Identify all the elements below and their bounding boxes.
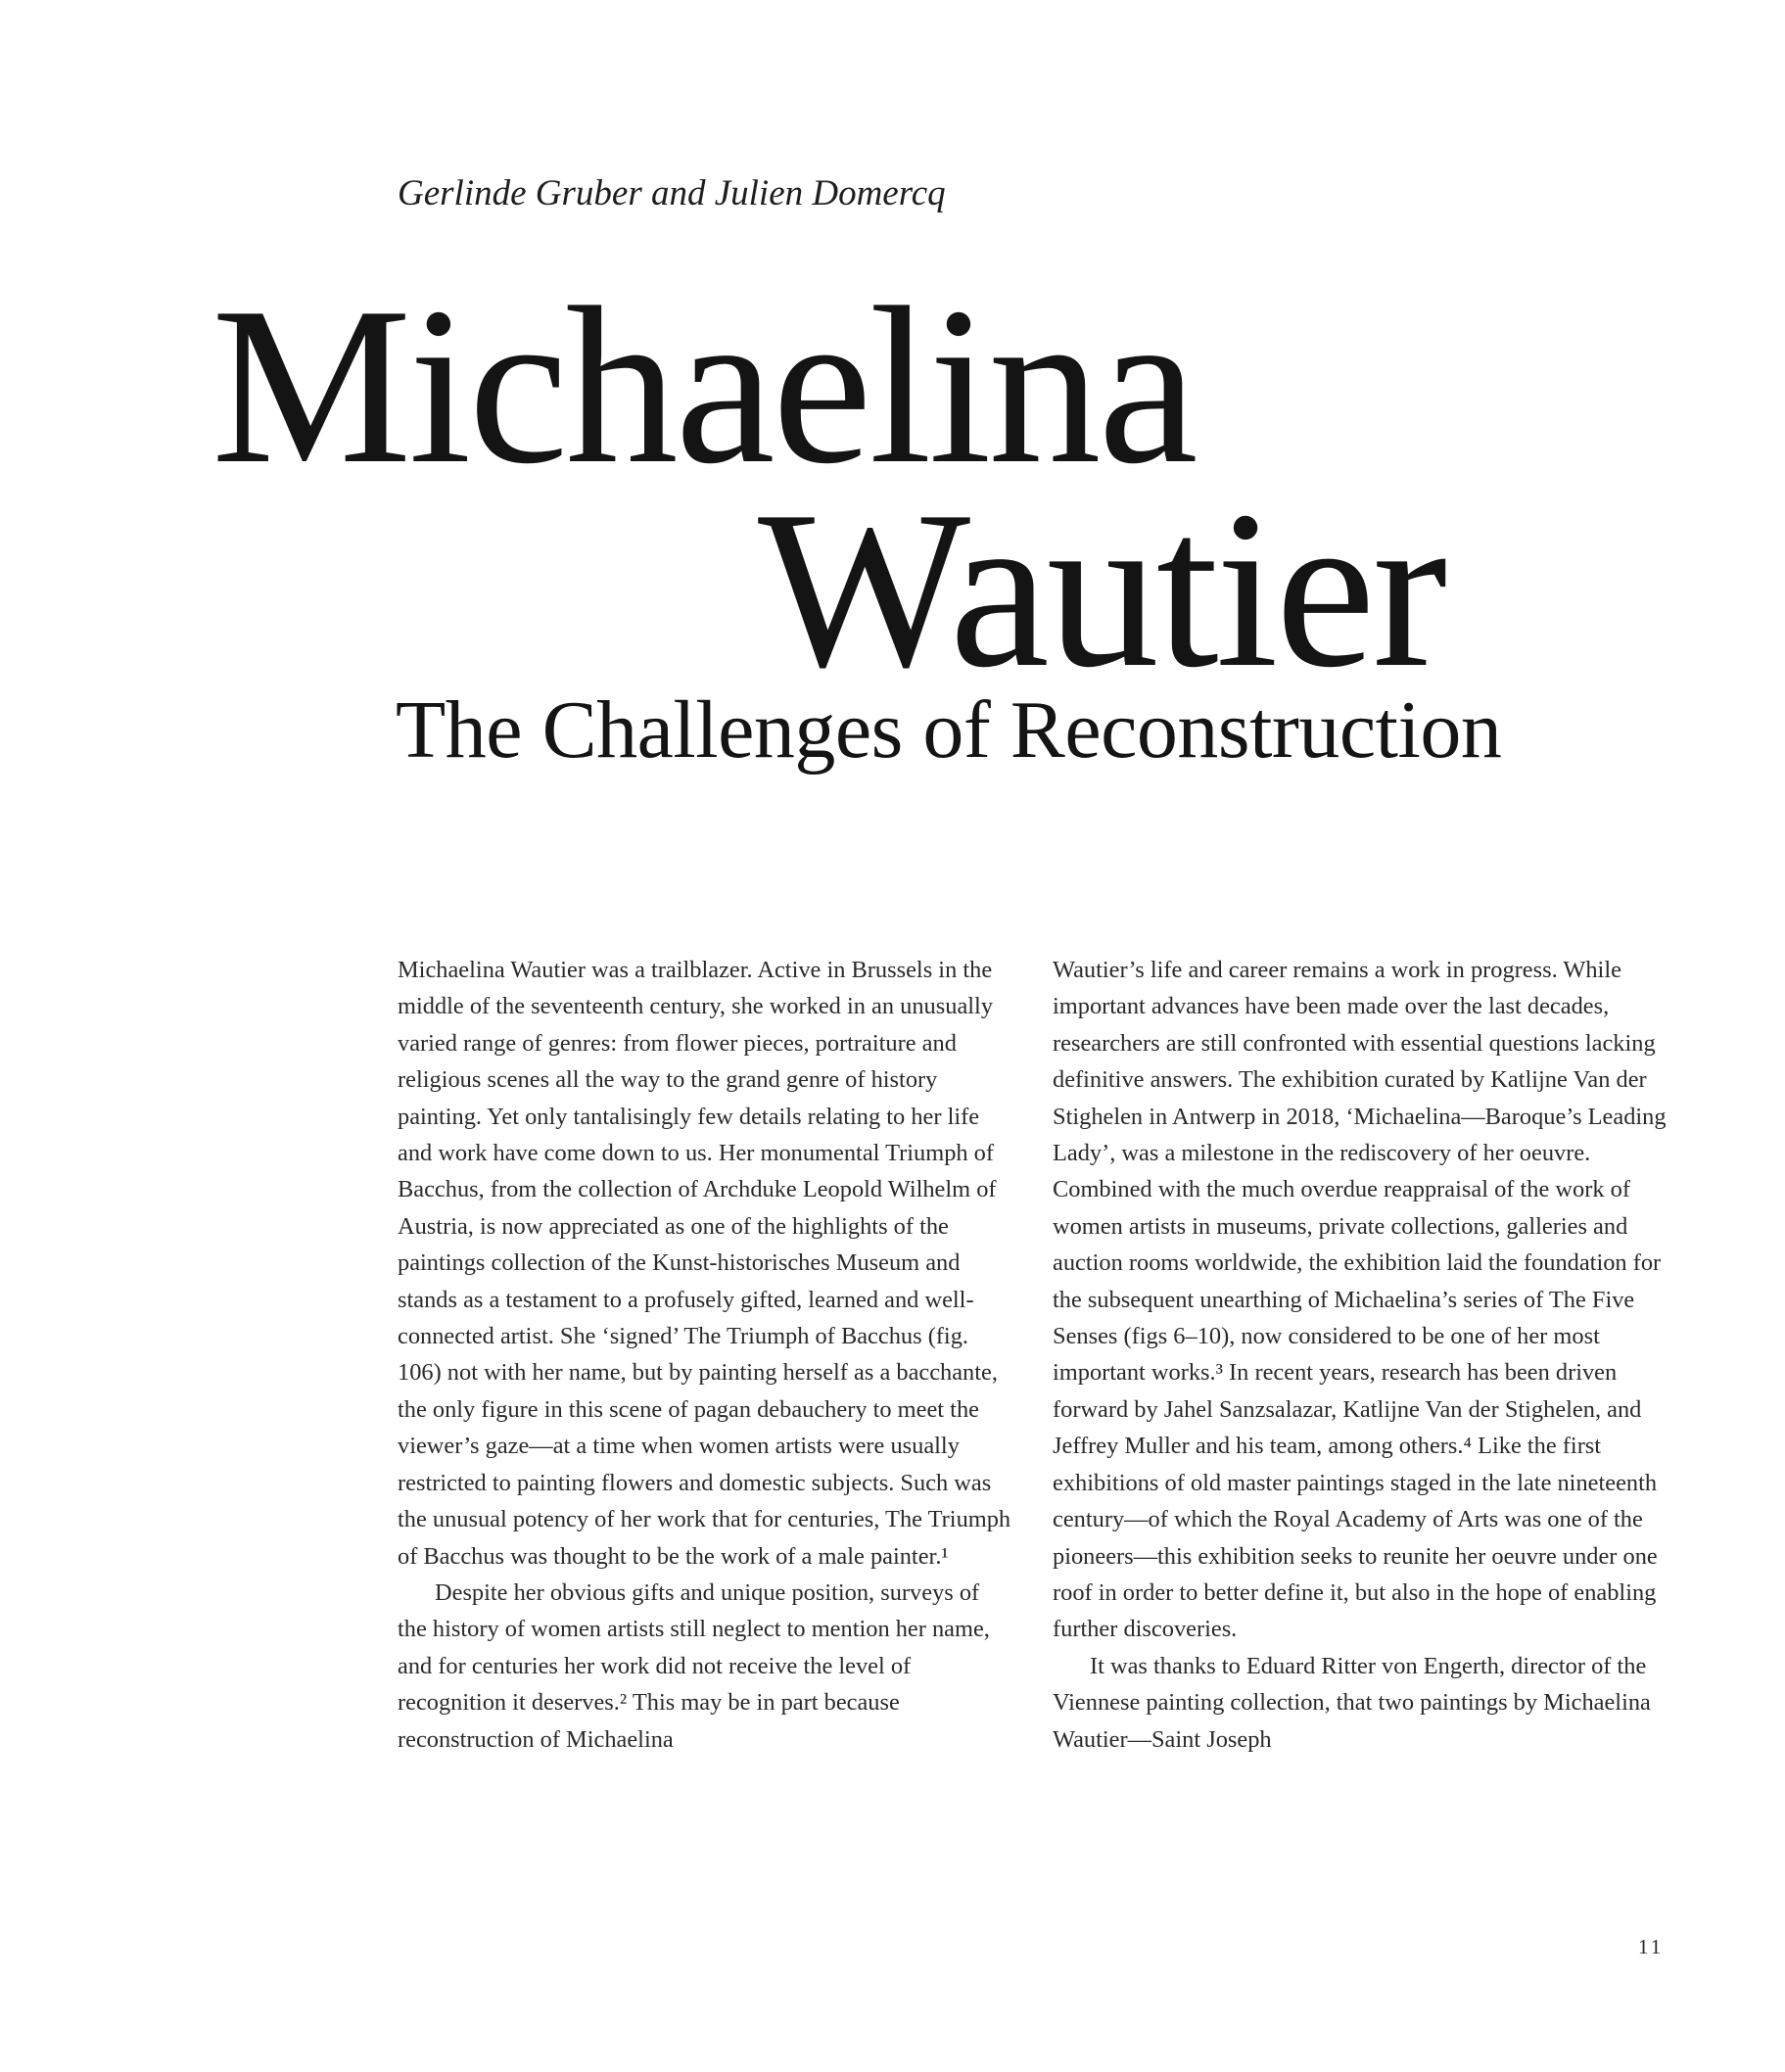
article-title xyxy=(211,260,1445,714)
body-column-right xyxy=(1053,952,1668,1758)
paragraph: Wautier’s life and career remains a work in progress. While important advances have been made over the last decades, researchers are still confronted with essential questions lacking definitive answers. The exhibition curated by Katlijne Van der Stighelen in Antwerp in 2018, ‘Michaelina—Baroque’s Leading Lady’, was a milestone in the rediscovery of her oeuvre. Combined with the much overdue reappraisal of the work of women artists in museums, private collections, galleries and auction rooms worldwide, the exhibition laid the foundation for the subsequent unearthing of Michaelina’s series of The Five Senses (figs 6–10), now considered to be one of her most important works.³ In recent years, research has been driven forward by Jahel Sanzsalazar, Katlijne Van der Stighelen, and Jeffrey Muller and his team, among others.⁴ Like the first exhibitions of old master paintings staged in the late nineteenth century—of which the Royal Academy of Arts was one of the pioneers—this exhibition seeks to reunite her oeuvre under one roof in order to better define it, but also in the hope of enabling further discoveries. xyxy=(1053,957,1667,1643)
page-number: 11 xyxy=(1638,1935,1665,1958)
title-line-2: Wautier xyxy=(758,464,1445,714)
body-column-left xyxy=(398,952,1012,1758)
article-subtitle: The Challenges of Reconstruction xyxy=(396,684,1502,776)
paragraph: Michaelina Wautier was a trailblazer. Active in Brussels in the middle of the seventeenth century, she worked in an unusually varied range of genres: from flower pieces, portraiture and religious scenes all the way to the grand genre of history painting. Yet only tantalisingly few details relating to her life and work have come down to us. Her monumental Triumph of Bacchus, from the collection of Archduke Leopold Wilhelm of Austria, is now appreciated as one of the highlights of the paintings collection of the Kunst-historisches Museum and stands as a testament to a profusely gifted, learned and well-connected artist. She ‘signed’ The Triumph of Bacchus (fig. 106) not with her name, but by painting herself as a bacchante, the only figure in this scene of pagan debauchery to meet the viewer’s gaze—at a time when women artists were usually restricted to painting flowers and domestic subjects. Such was the unusual potency of her work that for centuries, The Triumph of Bacchus was thought to be the work of a male painter.¹ xyxy=(398,957,1011,1570)
paragraph: Despite her obvious gifts and unique position, surveys of the history of women artists still neglect to mention her name, and for centuries her work did not receive the level of recognition it deserves.² This may be in part because reconstruction of Michaelina xyxy=(398,1578,990,1753)
title-line-1: Michaelina xyxy=(211,260,1196,510)
paragraph: It was thanks to Eduard Ritter von Engerth, director of the Viennese painting collection, that two paintings by Michaelina Wautier—Saint Joseph xyxy=(1053,1652,1651,1753)
authors-byline: Gerlinde Gruber and Julien Domercq xyxy=(398,173,946,213)
